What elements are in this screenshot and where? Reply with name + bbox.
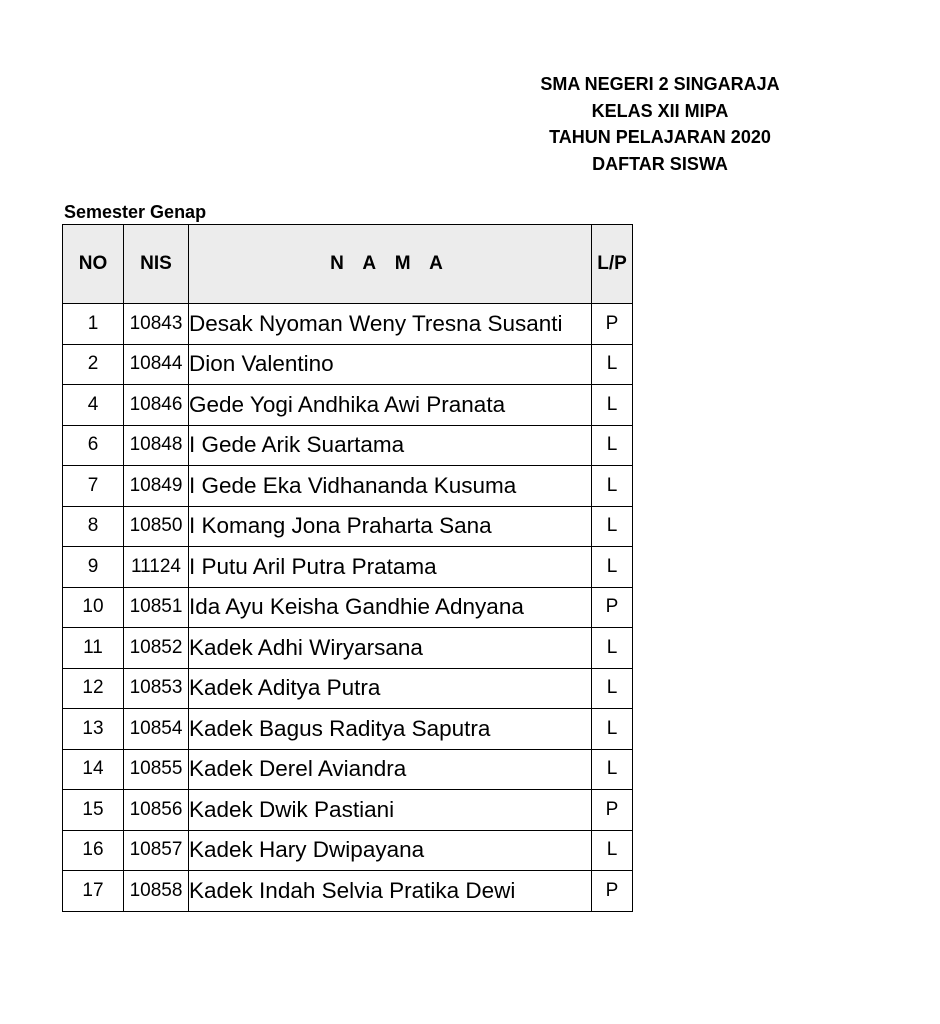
row-lp: P (592, 304, 633, 345)
table-row (63, 871, 633, 912)
row-nis: 10850 (124, 506, 189, 547)
table-body (63, 304, 633, 912)
row-no: 1 (63, 304, 124, 345)
row-no: 12 (63, 668, 124, 709)
row-no: 17 (63, 871, 124, 912)
header-lp: L/P (592, 225, 633, 304)
row-nis: 10851 (124, 587, 189, 628)
row-lp: P (592, 587, 633, 628)
table-header-row (63, 225, 633, 304)
row-nama: I Gede Eka Vidhananda Kusuma (189, 466, 592, 507)
class-name: KELAS XII MIPA (591, 101, 729, 121)
row-nis: 11124 (124, 547, 189, 588)
row-nama: I Putu Aril Putra Pratama (189, 547, 592, 588)
document-header (0, 70, 780, 180)
table-row (63, 425, 633, 466)
row-nama: Kadek Bagus Raditya Saputra (189, 709, 592, 750)
row-nis: 10853 (124, 668, 189, 709)
header-nis: NIS (124, 225, 189, 304)
row-no: 4 (63, 385, 124, 426)
row-lp: P (592, 790, 633, 831)
row-lp: L (592, 466, 633, 507)
row-nis: 10854 (124, 709, 189, 750)
row-lp: L (592, 425, 633, 466)
table-row (63, 668, 633, 709)
row-nis: 10843 (124, 304, 189, 345)
row-no: 2 (63, 344, 124, 385)
row-nis: 10844 (124, 344, 189, 385)
row-nis: 10848 (124, 425, 189, 466)
table-row (63, 587, 633, 628)
header-no: NO (63, 225, 124, 304)
row-lp: L (592, 749, 633, 790)
row-no: 11 (63, 628, 124, 669)
row-lp: L (592, 385, 633, 426)
row-no: 14 (63, 749, 124, 790)
student-table (62, 224, 633, 912)
row-nama: Dion Valentino (189, 344, 592, 385)
table-row (63, 506, 633, 547)
table-row (63, 385, 633, 426)
row-nama: Kadek Aditya Putra (189, 668, 592, 709)
row-lp: L (592, 628, 633, 669)
row-no: 16 (63, 830, 124, 871)
row-lp: L (592, 668, 633, 709)
row-nama: Desak Nyoman Weny Tresna Susanti (189, 304, 592, 345)
row-nis: 10855 (124, 749, 189, 790)
list-title: DAFTAR SISWA (592, 154, 728, 174)
row-nis: 10846 (124, 385, 189, 426)
row-nama: I Komang Jona Praharta Sana (189, 506, 592, 547)
row-nis: 10857 (124, 830, 189, 871)
row-no: 9 (63, 547, 124, 588)
row-lp: P (592, 871, 633, 912)
row-nama: Gede Yogi Andhika Awi Pranata (189, 385, 592, 426)
row-nama: Kadek Dwik Pastiani (189, 790, 592, 831)
table-row (63, 749, 633, 790)
row-lp: L (592, 506, 633, 547)
header-nama: N A M A (189, 225, 592, 304)
table-row (63, 344, 633, 385)
row-lp: L (592, 709, 633, 750)
table-row (63, 830, 633, 871)
table-row (63, 790, 633, 831)
row-nis: 10858 (124, 871, 189, 912)
table-row (63, 628, 633, 669)
row-lp: L (592, 547, 633, 588)
row-nama: Kadek Hary Dwipayana (189, 830, 592, 871)
academic-year: TAHUN PELAJARAN 2020 (549, 127, 771, 147)
row-lp: L (592, 830, 633, 871)
row-nama: I Gede Arik Suartama (189, 425, 592, 466)
row-nama: Kadek Adhi Wiryarsana (189, 628, 592, 669)
row-nama: Kadek Derel Aviandra (189, 749, 592, 790)
row-nama: Kadek Indah Selvia Pratika Dewi (189, 871, 592, 912)
table-row (63, 547, 633, 588)
row-no: 7 (63, 466, 124, 507)
row-no: 8 (63, 506, 124, 547)
table-row (63, 304, 633, 345)
row-no: 10 (63, 587, 124, 628)
row-no: 6 (63, 425, 124, 466)
semester-label: Semester Genap (64, 202, 207, 222)
row-nama: Ida Ayu Keisha Gandhie Adnyana (189, 587, 592, 628)
row-nis: 10852 (124, 628, 189, 669)
row-lp: L (592, 344, 633, 385)
school-name: SMA NEGERI 2 SINGARAJA (540, 74, 780, 94)
table-row (63, 466, 633, 507)
row-no: 13 (63, 709, 124, 750)
row-nis: 10856 (124, 790, 189, 831)
table-row (63, 709, 633, 750)
row-nis: 10849 (124, 466, 189, 507)
row-no: 15 (63, 790, 124, 831)
